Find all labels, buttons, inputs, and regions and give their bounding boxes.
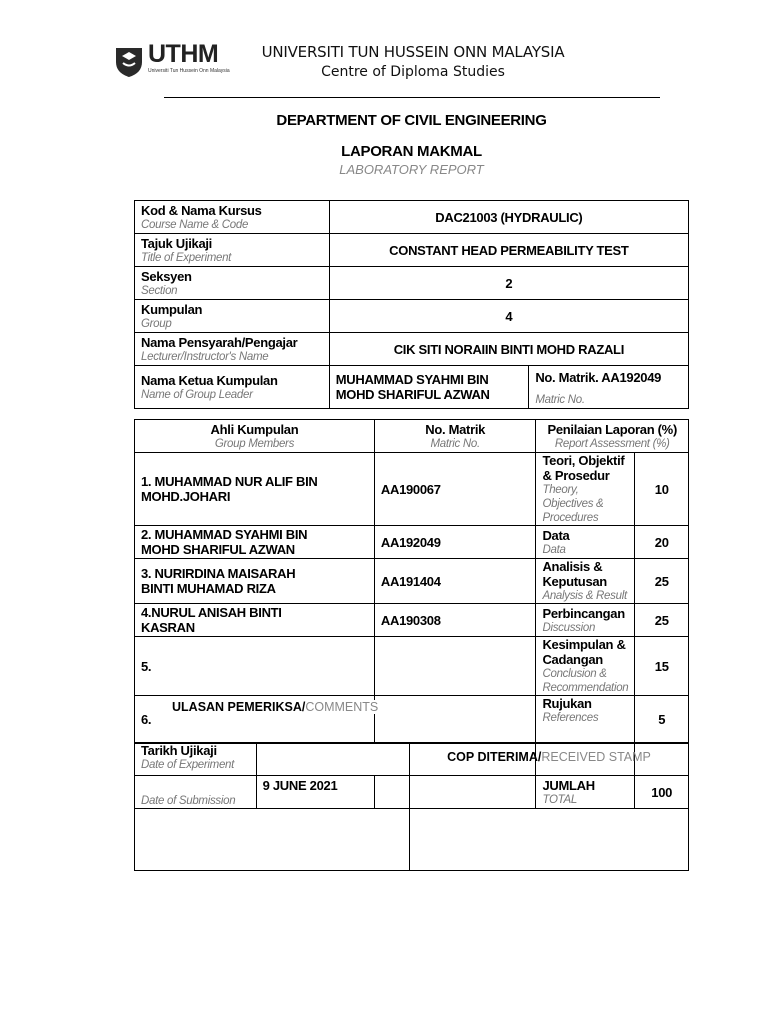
member-matric <box>374 637 536 696</box>
criterion-percent: 25 <box>635 559 689 604</box>
university-name: UNIVERSITI TUN HUSSEIN ONN MALAYSIA <box>261 43 565 61</box>
submission-sublabel: Date of Submission <box>141 795 236 807</box>
leader-row <box>135 366 689 409</box>
criterion: Rujukan <box>542 696 592 711</box>
stamp-label: COP DITERIMA/RECEIVED STAMP <box>447 750 651 764</box>
leader-label: Nama Ketua Kumpulan <box>141 372 278 388</box>
assessment-header-sub: Report Assessment (%) <box>554 437 670 450</box>
stamp-label-en: RECEIVED STAMP <box>541 750 651 764</box>
leader-sublabel: Name of Group Leader <box>141 388 253 401</box>
assessment-header: Penilaian Laporan (%) <box>547 421 677 437</box>
divider <box>164 97 660 98</box>
course-value: DAC21003 (HYDRAULIC) <box>329 201 688 234</box>
course-row <box>135 201 689 234</box>
members-header-row <box>135 420 689 453</box>
criterion-sub: References <box>542 712 599 724</box>
criterion-sub: Analysis & Result <box>542 590 627 602</box>
logo-text: UTHM <box>148 40 219 68</box>
criterion-sub: Theory, Objectives & Procedures <box>542 484 604 524</box>
criterion: Data <box>542 527 570 543</box>
report-subtitle: LABORATORY REPORT <box>339 162 484 177</box>
table-row <box>135 559 689 604</box>
member-name-cont: BINTI MUHAMAD RIZA <box>141 581 276 596</box>
lecturer-sublabel: Lecturer/Instructor's Name <box>141 350 269 363</box>
comments-label: ULASAN PEMERIKSA/COMMENTS <box>172 700 379 714</box>
leader-name-line1: MUHAMMAD SYAHMI BIN <box>335 372 489 387</box>
date-label: Tarikh Ujikaji <box>141 743 217 758</box>
member-name: 2. MUHAMMAD SYAHMI BIN <box>141 527 308 542</box>
member-name-cont: KASRAN <box>141 620 195 635</box>
leader-matric-sublabel: Matric No. <box>535 394 585 406</box>
criterion-percent: 5 <box>635 696 689 743</box>
criterion: Analisis & Keputusan <box>542 559 607 589</box>
lecturer-label: Nama Pensyarah/Pengajar <box>141 334 298 350</box>
date-sublabel: Date of Experiment <box>141 759 235 771</box>
criterion-percent: 25 <box>635 604 689 637</box>
criterion-sub: Data <box>542 543 566 556</box>
criterion-percent: 20 <box>635 526 689 559</box>
course-label: Kod & Nama Kursus <box>141 202 262 218</box>
total-label: JUMLAH <box>542 777 595 793</box>
criterion-percent: 15 <box>635 637 689 696</box>
member-matric: AA191404 <box>374 559 536 604</box>
table-row <box>135 526 689 559</box>
matric-header: No. Matrik <box>425 421 486 437</box>
member-name: 3. NURIRDINA MAISARAH <box>141 566 296 581</box>
experiment-sublabel: Title of Experiment <box>141 251 232 264</box>
lecturer-value: CIK SITI NORAIIN BINTI MOHD RAZALI <box>329 333 688 366</box>
member-name: 6. <box>141 711 152 727</box>
matric-header-sub: Matric No. <box>430 437 480 450</box>
total-value: 100 <box>635 776 689 809</box>
report-title: LAPORAN MAKMAL <box>341 143 482 160</box>
group-sublabel: Group <box>141 317 172 330</box>
criterion: Kesimpulan & Cadangan <box>542 637 626 667</box>
uthm-logo <box>112 40 232 80</box>
department-title: DEPARTMENT OF CIVIL ENGINEERING <box>276 112 547 129</box>
table-row <box>135 453 689 526</box>
section-value: 2 <box>329 267 688 300</box>
group-label: Kumpulan <box>141 301 203 317</box>
member-matric: AA190067 <box>374 453 536 526</box>
section-row <box>135 267 689 300</box>
member-matric: AA192049 <box>374 526 536 559</box>
members-header-sub: Group Members <box>214 437 295 450</box>
criterion-sub: Conclusion & Recommendation <box>542 668 629 694</box>
leader-name-line2: MOHD SHARIFUL AZWAN <box>335 387 490 402</box>
member-name-cont: MOHD.JOHARI <box>141 489 231 504</box>
members-header: Ahli Kumpulan <box>210 421 299 437</box>
course-info-table <box>134 200 689 409</box>
submission-value: 9 JUNE 2021 <box>262 778 338 793</box>
criterion: Perbincangan <box>542 605 625 621</box>
experiment-label: Tajuk Ujikaji <box>141 235 212 251</box>
lecturer-row <box>135 333 689 366</box>
table-row <box>135 637 689 696</box>
total-sublabel: TOTAL <box>542 793 577 806</box>
course-sublabel: Course Name & Code <box>141 218 249 231</box>
member-name: 4.NURUL ANISAH BINTI <box>141 605 282 620</box>
member-name: 5. <box>141 658 152 674</box>
logo-subtext: Universiti Tun Hussein Onn Malaysia <box>148 68 230 74</box>
experiment-value: CONSTANT HEAD PERMEABILITY TEST <box>329 234 688 267</box>
comments-label-en: COMMENTS <box>305 700 379 714</box>
member-matric: AA190308 <box>374 604 536 637</box>
criterion-sub: Discussion <box>542 621 596 634</box>
group-value: 4 <box>329 300 688 333</box>
centre-name: Centre of Diploma Studies <box>321 64 505 80</box>
section-sublabel: Section <box>141 284 178 297</box>
member-name: 1. MUHAMMAD NUR ALIF BIN <box>141 474 318 489</box>
criterion-percent: 10 <box>635 453 689 526</box>
leader-matric: No. Matrik. AA192049 <box>535 370 662 385</box>
section-label: Seksyen <box>141 268 192 284</box>
member-name-cont: MOHD SHARIFUL AZWAN <box>141 542 295 557</box>
experiment-row <box>135 234 689 267</box>
table-row <box>135 604 689 637</box>
shield-icon <box>114 46 144 78</box>
criterion: Teori, Objektif & Prosedur <box>542 453 625 483</box>
group-row <box>135 300 689 333</box>
member-matric <box>374 696 536 743</box>
